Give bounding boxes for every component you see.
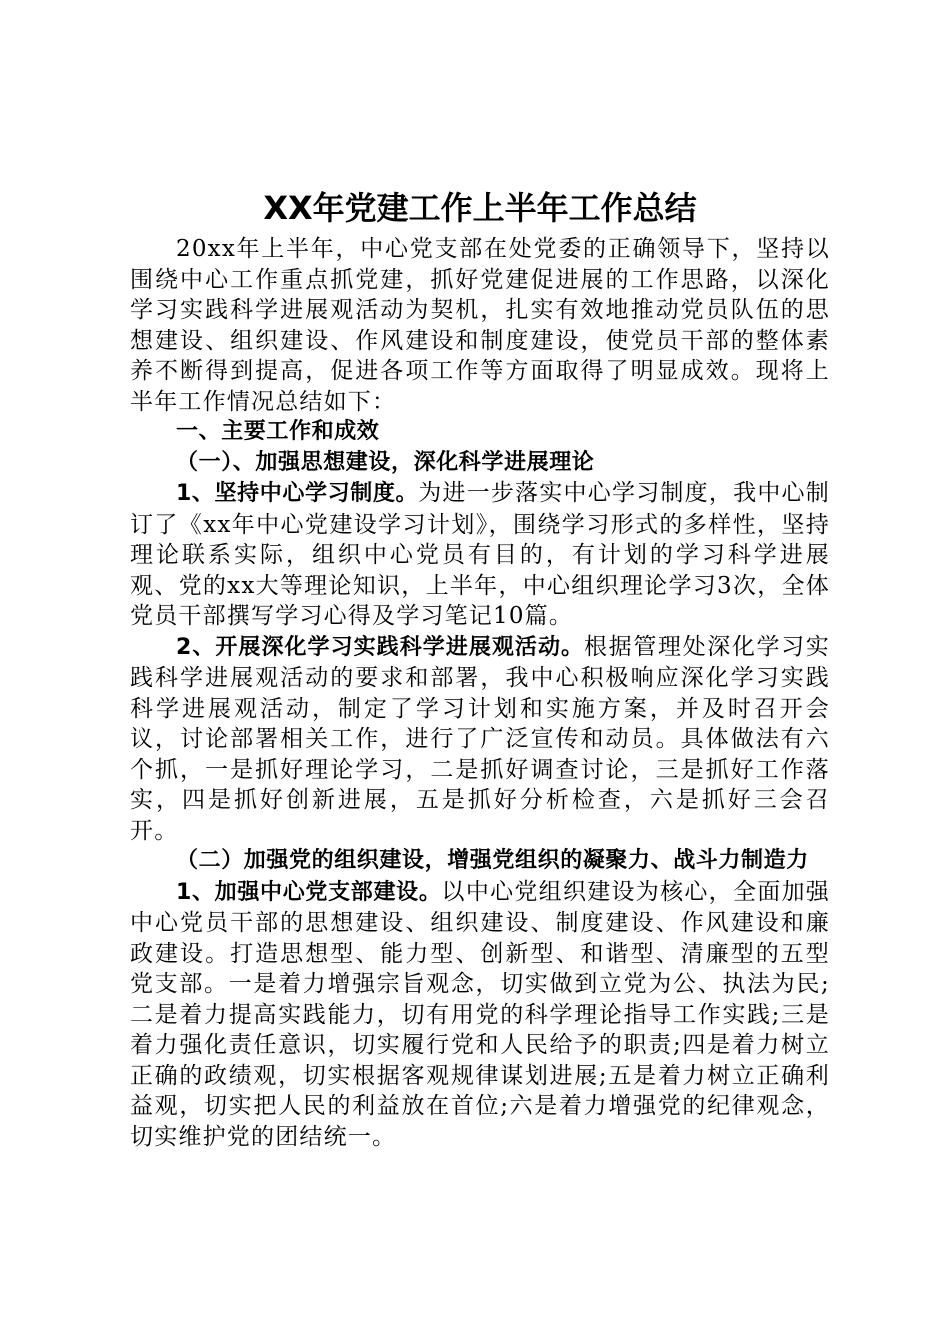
paragraph-branch-building xyxy=(130,877,830,1153)
paragraph-text-practice-activity: 根据管理处深化学习实践科学进展观活动的要求和部署，我中心积极响应深化学习实践科学进展观活动，制定了学习计划和实施方案，并及时召开会议，讨论部署相关工作，进行了广泛宣传和动员。具体做法有六个抓，一是抓好理论学习，二是抓好调查讨论，三是抓好工作落实，四是抓好创新进展，五是抓好分析检查，六是抓好三会召开。 xyxy=(130,633,831,844)
paragraph-lead-practice-activity: 2、开展深化学习实践科学进展观活动。 xyxy=(176,634,585,660)
subsection-heading-ideology: （一）、加强思想建设，深化科学进展理论 xyxy=(176,449,595,475)
paragraph-practice-activity xyxy=(130,632,830,847)
paragraph-study-system xyxy=(130,478,830,632)
intro-paragraph: 20xx年上半年，中心党支部在处党委的正确领导下，坚持以围绕中心工作重点抓党建，抓好党建促进展的工作思路，以深化学习实践科学进展观活动为契机，扎实有效地推动党员队伍的思想建设、组织建设、作风建设和制度建设，使党员干部的整体素养不断得到提高，促进各项工作等方面取得了明显成效。现将上半年工作情况总结如下： xyxy=(130,236,830,415)
document-title: XX年党建工作上半年工作总结 xyxy=(263,189,697,227)
paragraph-lead-branch-building: 1、加强中心党支部建设。 xyxy=(176,879,442,905)
subsection-heading-organization: （二）加强党的组织建设，增强党组织的凝聚力、战斗力制造力 xyxy=(176,848,809,873)
paragraph-text-study-system: 为进一步落实中心学习制度，我中心制订了《xx年中心党建设学习计划》，围绕学习形式的多样性，坚持理论联系实际，组织中心党员有目的，有计划的学习科学进展观、党的xx大等理论知识，上半年，中心组织理论学习3次，全体党员干部撰写学习心得及学习笔记10篇。 xyxy=(130,480,830,629)
section-heading-main-work: 一、主要工作和成效 xyxy=(176,419,380,444)
paragraph-text-branch-building: 以中心党组织建设为核心，全面加强中心党员干部的思想建设、组织建设、制度建设、作风建设和廉政建设。打造思想型、能力型、创新型、和谐型、清廉型的五型党支部。一是着力增强宗旨观念，切实做到立党为公、执法为民;二是着力提高实践能力，切有用党的科学理论指导工作实践;三是着力强化责任意识，切实履行党和人民给予的职责;四是着力树立正确的政绩观，切实根据客观规律谋划进展;五是着力树立正确利益观，切实把人民的利益放在首位;六是着力增强党的纪律观念，切实维护党的团结统一。 xyxy=(130,878,830,1150)
document-page xyxy=(130,182,830,1152)
paragraph-lead-study-system: 1、坚持中心学习制度。 xyxy=(176,481,419,506)
